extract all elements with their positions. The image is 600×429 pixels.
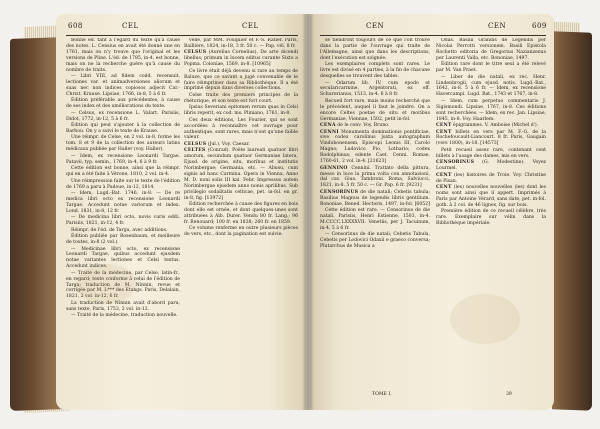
entry-paragraph — [184, 69, 298, 93]
open-book — [10, 6, 592, 424]
entry-paragraph — [436, 173, 546, 185]
entry-heading: GENNINO — [320, 165, 348, 171]
entry-text: — Traité de la médecine, par Celse, latin-fr., en regard; texte conforme à celui de l'édition de Targa; traduction de M. Ninnin, revue et corrigée par M. L*** des Etangs. Paris, Delalain, 1821, 2 vol. in-12, 6 fr. — [66, 270, 180, 300]
entry-paragraph — [436, 209, 546, 227]
entry-heading: CENSORINUS — [320, 189, 359, 195]
entry-text: (G. Modestine). Voyez Lourmel. — [436, 160, 546, 172]
entry-text: Édition publiée par Rosenbaum, et meilleure de toutes, in-8 (2 vol.). — [66, 234, 180, 246]
entry-heading: CELTES — [184, 148, 206, 154]
entry-text: Les exemplaires complets sont rares. Le livre est divisé en 4 parties, à la fin de chacune desquelles se trouvent des tables. — [320, 62, 430, 80]
running-head: CEL — [242, 22, 259, 30]
entry-heading: CENSORINUS — [436, 160, 475, 166]
entry-text: — Celsus, ex recensione L. Valart. Parisiis, Didot, 1772, in-12, 5 à 6 fr. — [66, 110, 180, 122]
entry-paragraph — [66, 313, 180, 319]
entry-text: — Libri VIII, ad fidem codd. recensuit, lectiones var. et animadversiones aliorum et suas nec non indices copiosos adjecit Car.-Christ. Krause. Lipsiae, 1766, in-8, 5 à 6 fr. — [66, 74, 180, 97]
entry-text: — Medicinae libri octo, ex recensione Leonardi Targae, quibus accedunt ejusdem notae variantes lectiones et Celsi textus. Accedunt indices. — [66, 246, 180, 270]
entry-text: Celse traite des premiers principes de la rhétorique, et son texte est fort court. — [184, 92, 298, 104]
entry-text: — Idem, cum perpetuo commentario J. Sigismondi. Lipsiae, 1767, in-8. Ces éditions sont recherchées. — Idem, ex rec. Jan. Lipsiae, 1845, in-8. Voy. Haarlem. — [436, 98, 546, 122]
text-column — [320, 38, 430, 384]
text-column — [184, 38, 298, 394]
entry-text: Une réimpression faite sur le texte de l'édition de 1769 a paru à Padoue, in-12, 1814. — [66, 178, 180, 190]
entry-text: — Traité de la médecine, traduction nouvelle. — [71, 313, 178, 319]
entry-paragraph — [436, 185, 546, 209]
entry-paragraph — [320, 99, 430, 123]
entry-paragraph — [436, 130, 546, 148]
entry-paragraph — [66, 154, 180, 166]
page-number: 609 — [532, 22, 547, 30]
entry-text: Une réimpr. de Celse, en 2 vol. in-8, forme les tom. 8 et 9 de la collection des auteurs latins médicaux publiée par Haller (voy. Haller). — [66, 135, 180, 153]
entry-text: — De medicina libri octo, novis curis editi. Parisiis, 1821, in-12, 4 fr. — [66, 215, 180, 227]
entry-heading: CENT — [436, 172, 452, 178]
entry-text: La traduction de Ninnin avait d'abord paru, sans texte, Paris, 1753, 2 vol. in-12. — [66, 300, 180, 312]
book-gutter — [302, 14, 314, 410]
entry-paragraph — [66, 179, 180, 191]
entry-paragraph — [66, 228, 180, 234]
entry-paragraph — [436, 99, 546, 123]
entry-paragraph — [436, 148, 546, 160]
signature-mark: TOME I. — [372, 392, 392, 397]
entry-paragraph — [436, 123, 546, 129]
entry-text: (les) nouvelles nouvelles (les) dont les noms sont ainsi que il appert. Imprimés à Paris par Antoine Vérard, sans date, pet. in-fol. goth. à 2 col. de 46 lignes, fig. sur bois. — [436, 185, 546, 208]
right-page-header — [310, 22, 554, 34]
entry-text: de le conv. Voy. Bruno. — [337, 123, 390, 129]
entry-text: Ce volume renferme en outre plusieurs pièces de vers, etc., dont la pagination est suivie. — [184, 226, 298, 238]
entry-paragraph — [320, 166, 430, 190]
entry-text: Cette édition est bonne, ainsi que la réimpr. qui en a été faite à Vérone, 1810, 2 vol. in-4. — [66, 166, 180, 178]
entry-text: Édition préférable aux précédentes, à cause de ses index et des améliorations du texte. — [66, 98, 180, 110]
entry-text: de die natali; Cebetis tabula; Basilius Magnus de legendis libris gentilium. Bononiae, Bened. Hectoris, 1497, in-fol. [6052] — [320, 189, 430, 207]
entry-text: Recueil fort rare, mais moins recherché que le précédent, auquel il faut le joindre. On a encore Celtes poetae de situ et moribus Germaniae, Viennae, 1502, petit in-fol. — [320, 98, 430, 122]
entry-text: velle, par MM. Fouquier et F.-S. Ratier. Paris, Baillière, 1824, in-18, 3 fr. 50 c. — Pap. vél. 8 fr. — [184, 38, 298, 49]
signature-number: 39 — [506, 392, 512, 397]
entry-paragraph — [66, 74, 180, 98]
entry-text: Ipsius Severiani epitomen rerum quas in Celsi libris reperit, ex cod. ms. Pliniano, 1761, in-8. — [184, 105, 298, 117]
entry-paragraph — [184, 202, 298, 226]
entry-paragraph — [320, 123, 430, 129]
entry-paragraph — [66, 111, 180, 123]
entry-text: épigrammes. V. Amboise (Michel d'). — [453, 123, 539, 129]
entry-heading: CENT — [436, 123, 452, 129]
entry-text: Odas. Basilii Grandis de Legendis per Nicolai Perrotti versionem. Basili Epistola Rochetto editoria de Gregorius Nazianzenus per Laurenti Valla, etc. Bononiae, 1497. — [436, 38, 546, 61]
entry-paragraph — [184, 50, 298, 68]
entry-text: (les) histoires de Troie. Voy. Christine de Pisan. — [436, 172, 546, 184]
entry-paragraph — [66, 234, 180, 246]
entry-paragraph — [184, 118, 298, 142]
entry-paragraph — [320, 81, 430, 99]
running-head: CEN — [488, 22, 507, 30]
entry-paragraph — [66, 38, 180, 73]
page-number: 608 — [68, 22, 83, 30]
entry-paragraph — [66, 98, 180, 110]
entry-paragraph — [436, 38, 546, 62]
entry-paragraph — [66, 166, 180, 178]
left-page — [56, 14, 306, 410]
entry-paragraph — [320, 232, 430, 250]
left-page-header — [56, 22, 306, 34]
cover-right — [552, 31, 592, 410]
entry-text: Petit recueil assez rare, contenant cent billets à l'usage des dames, mis en vers. — [436, 147, 546, 159]
entry-paragraph — [66, 215, 180, 227]
running-head: CEL — [122, 22, 139, 30]
entry-text: — Odarum lib. IV, cum epodo et secularicarmine, Argentorati, ex off. Schurerianus, 1513, in-4. 6 à 8 fr. — [320, 80, 430, 98]
entry-text: Cennini. Trattato della pittura, messo in luce la prima volta con annotazioni, dal cav. Gius. Tambroni. Roma, Salviucci, 1821, in-8. 5 fr. 50 c. — Gr. Pap. 6 fr. [9231] — [320, 165, 430, 189]
entry-text: Édition recherchée à cause des figures en bois dont elle est ornée, et dont quelques-unes sont attribuées à Alb. Durer. Vendu 80 fr. Lang.; 96 fr. Renouard; 100 fr. en 1838; 260 fr. en 1859. — [184, 202, 298, 225]
entry-paragraph — [320, 190, 430, 208]
running-head: CEN — [366, 22, 385, 30]
entry-text: (Aurelius Cornelius). De arte dicendi libellus; primum in lucem editus curante Sixto a Popma. Coloniae, 1569, in-8. [10965] — [184, 50, 298, 68]
entry-heading: CENA — [320, 123, 336, 129]
entry-paragraph — [320, 62, 430, 80]
entry-text: Édition rare dont le titre seul a été relevé par M. Van Praet. — [436, 62, 546, 74]
entry-paragraph — [66, 301, 180, 313]
right-page — [310, 14, 554, 410]
entry-text: — Liber de die natali, ex rec. Henr. Lindenbrogii, cum ejusd. notis. Lugd.-Bat., 1642, in-8. 5 à 6 fr. — Idem, ex recensione Havercampi. Lugd. Bat., 1743 et 1767, in-8. — [436, 74, 546, 98]
entry-text: — Censorinus de die natali; Cebetis Tabula, Cebetis per Lodovici Odaxii e graeco conversa; Plutarchus de Musica a — [320, 232, 430, 250]
entry-text: (Jul.). Voy. Caesar. — [207, 141, 250, 147]
entry-heading: CENNI — [320, 129, 339, 135]
entry-text: Édition qui peut s'ajouter à la collection de Barbou. On y a suivi le texte de Krause. — [66, 123, 180, 134]
header-rule — [66, 35, 298, 36]
entry-text: se tiendront toujours de ce que l'on trouve dans la partie de l'ouvrage qui traite de l'Allemagne, ainsi que dans les descriptions, dont l'exécution est soignée. — [320, 38, 430, 61]
entry-heading: CELSUS — [184, 50, 207, 56]
entry-paragraph — [184, 93, 298, 105]
header-rule — [320, 35, 546, 36]
entry-text: Monumenta dominationis pontificiae, sive codex carolinus juxta autographum Vindobonensem, Episcopi Leonis III, Carolo Magno; Ludovico Pio, Lothario; codex Rodolphinus; edente Caet. Cenni. Romae, 1760-61, 2 vol. in-4. [21623] — [320, 129, 430, 165]
entry-paragraph — [66, 135, 180, 153]
entry-paragraph — [436, 160, 546, 172]
entry-text: Ce livre était déjà devenu si rare au temps de Baluze, que ce savant a jugé convenable de le faire réimprimer dans sa Bibliothèque. Il a été imprimé depuis dans diverses collections. — [184, 68, 298, 92]
entry-text: Cette édition est rare. — Censorinus de die natali. Parisiis, Henri Estienne, 1503, in-4. M.CCCC.LXXXXVII. Venetiis, per J. Tacuinum, in-4, 5 à 6 fr. — [320, 208, 430, 231]
entry-text: Première édition de ce recueil célèbre, très rare. Exemplaire sur vélin dans la Bibliothèque impériale. — [436, 209, 546, 227]
entry-text: (Conrad). Poëte laureati quatuor libri amorum, secundum quatuor Germaniae latera, Ejusd. de origine, situ, moribus et institutis Norimbergae; Germania, etc. — Abusu, cum signis ad hanc Carmina. Opera in Vienna, Anno M. D. noni solis III kal. Febr. Impressus autem Norimbergae ejusdem anno nonis aprilibus. Sub privilegio sodalitatis celticae, pet. in-fol. en gr. in-8, fig. [13972] — [184, 148, 298, 201]
entry-paragraph — [320, 38, 430, 62]
entry-paragraph — [184, 226, 298, 238]
entry-text: — Idem, ex recensione Leonardi Targae. Patavii, typ. semin., 1769, in-4, 6 à 9 fr. — [66, 153, 180, 165]
entry-paragraph — [66, 191, 180, 215]
text-column — [66, 38, 180, 394]
entry-heading: CELSUS — [184, 141, 207, 147]
entry-text: — Idem, Lugd.-Bat. 1746, in-8. — De re medica libri octo ex recensione Leonardi Targae. Accedunt notae variorum et index. Lond. 1831, in-8, 12 fr. — [66, 191, 180, 214]
entry-paragraph — [436, 62, 546, 74]
entry-paragraph — [66, 123, 180, 135]
entry-paragraph — [320, 130, 430, 165]
entry-text: Bonne éd. tant à l'égard du texte qu'à cause des notes. L. Censius en avait été donné une en 1761, mais on n'y trouve que l'original et les versions de Pline. L'éd. de 1785, in-4, est bonne, mais on ne la recherche guère qu'à cause du nombre de traits. — [66, 38, 180, 73]
entry-paragraph — [66, 247, 180, 271]
entry-paragraph — [184, 38, 298, 50]
text-column — [436, 38, 546, 384]
entry-paragraph — [184, 142, 298, 148]
entry-heading: CENT — [436, 129, 452, 135]
entry-text: billets en vers par M. F.-G. de la Rochefoucault-Liancourt. 8 fr. Paris, Gaugain (vers 1800), in-18. [14573] — [436, 129, 546, 147]
entry-heading: CENT — [436, 185, 452, 191]
entry-paragraph — [320, 208, 430, 232]
entry-paragraph — [436, 75, 546, 99]
entry-paragraph — [184, 105, 298, 117]
entry-paragraph — [184, 148, 298, 201]
entry-text: Réimpr. de l'éd. de Targa, avec additions. — [71, 227, 168, 233]
entry-text: Ces deux éditions, Les Fourier, qui se sont accordées à reconnaître cet ouvrage pour authentique, sont rares, mais n'ont qu'une faible valeur. — [184, 117, 298, 141]
entry-paragraph — [66, 271, 180, 301]
